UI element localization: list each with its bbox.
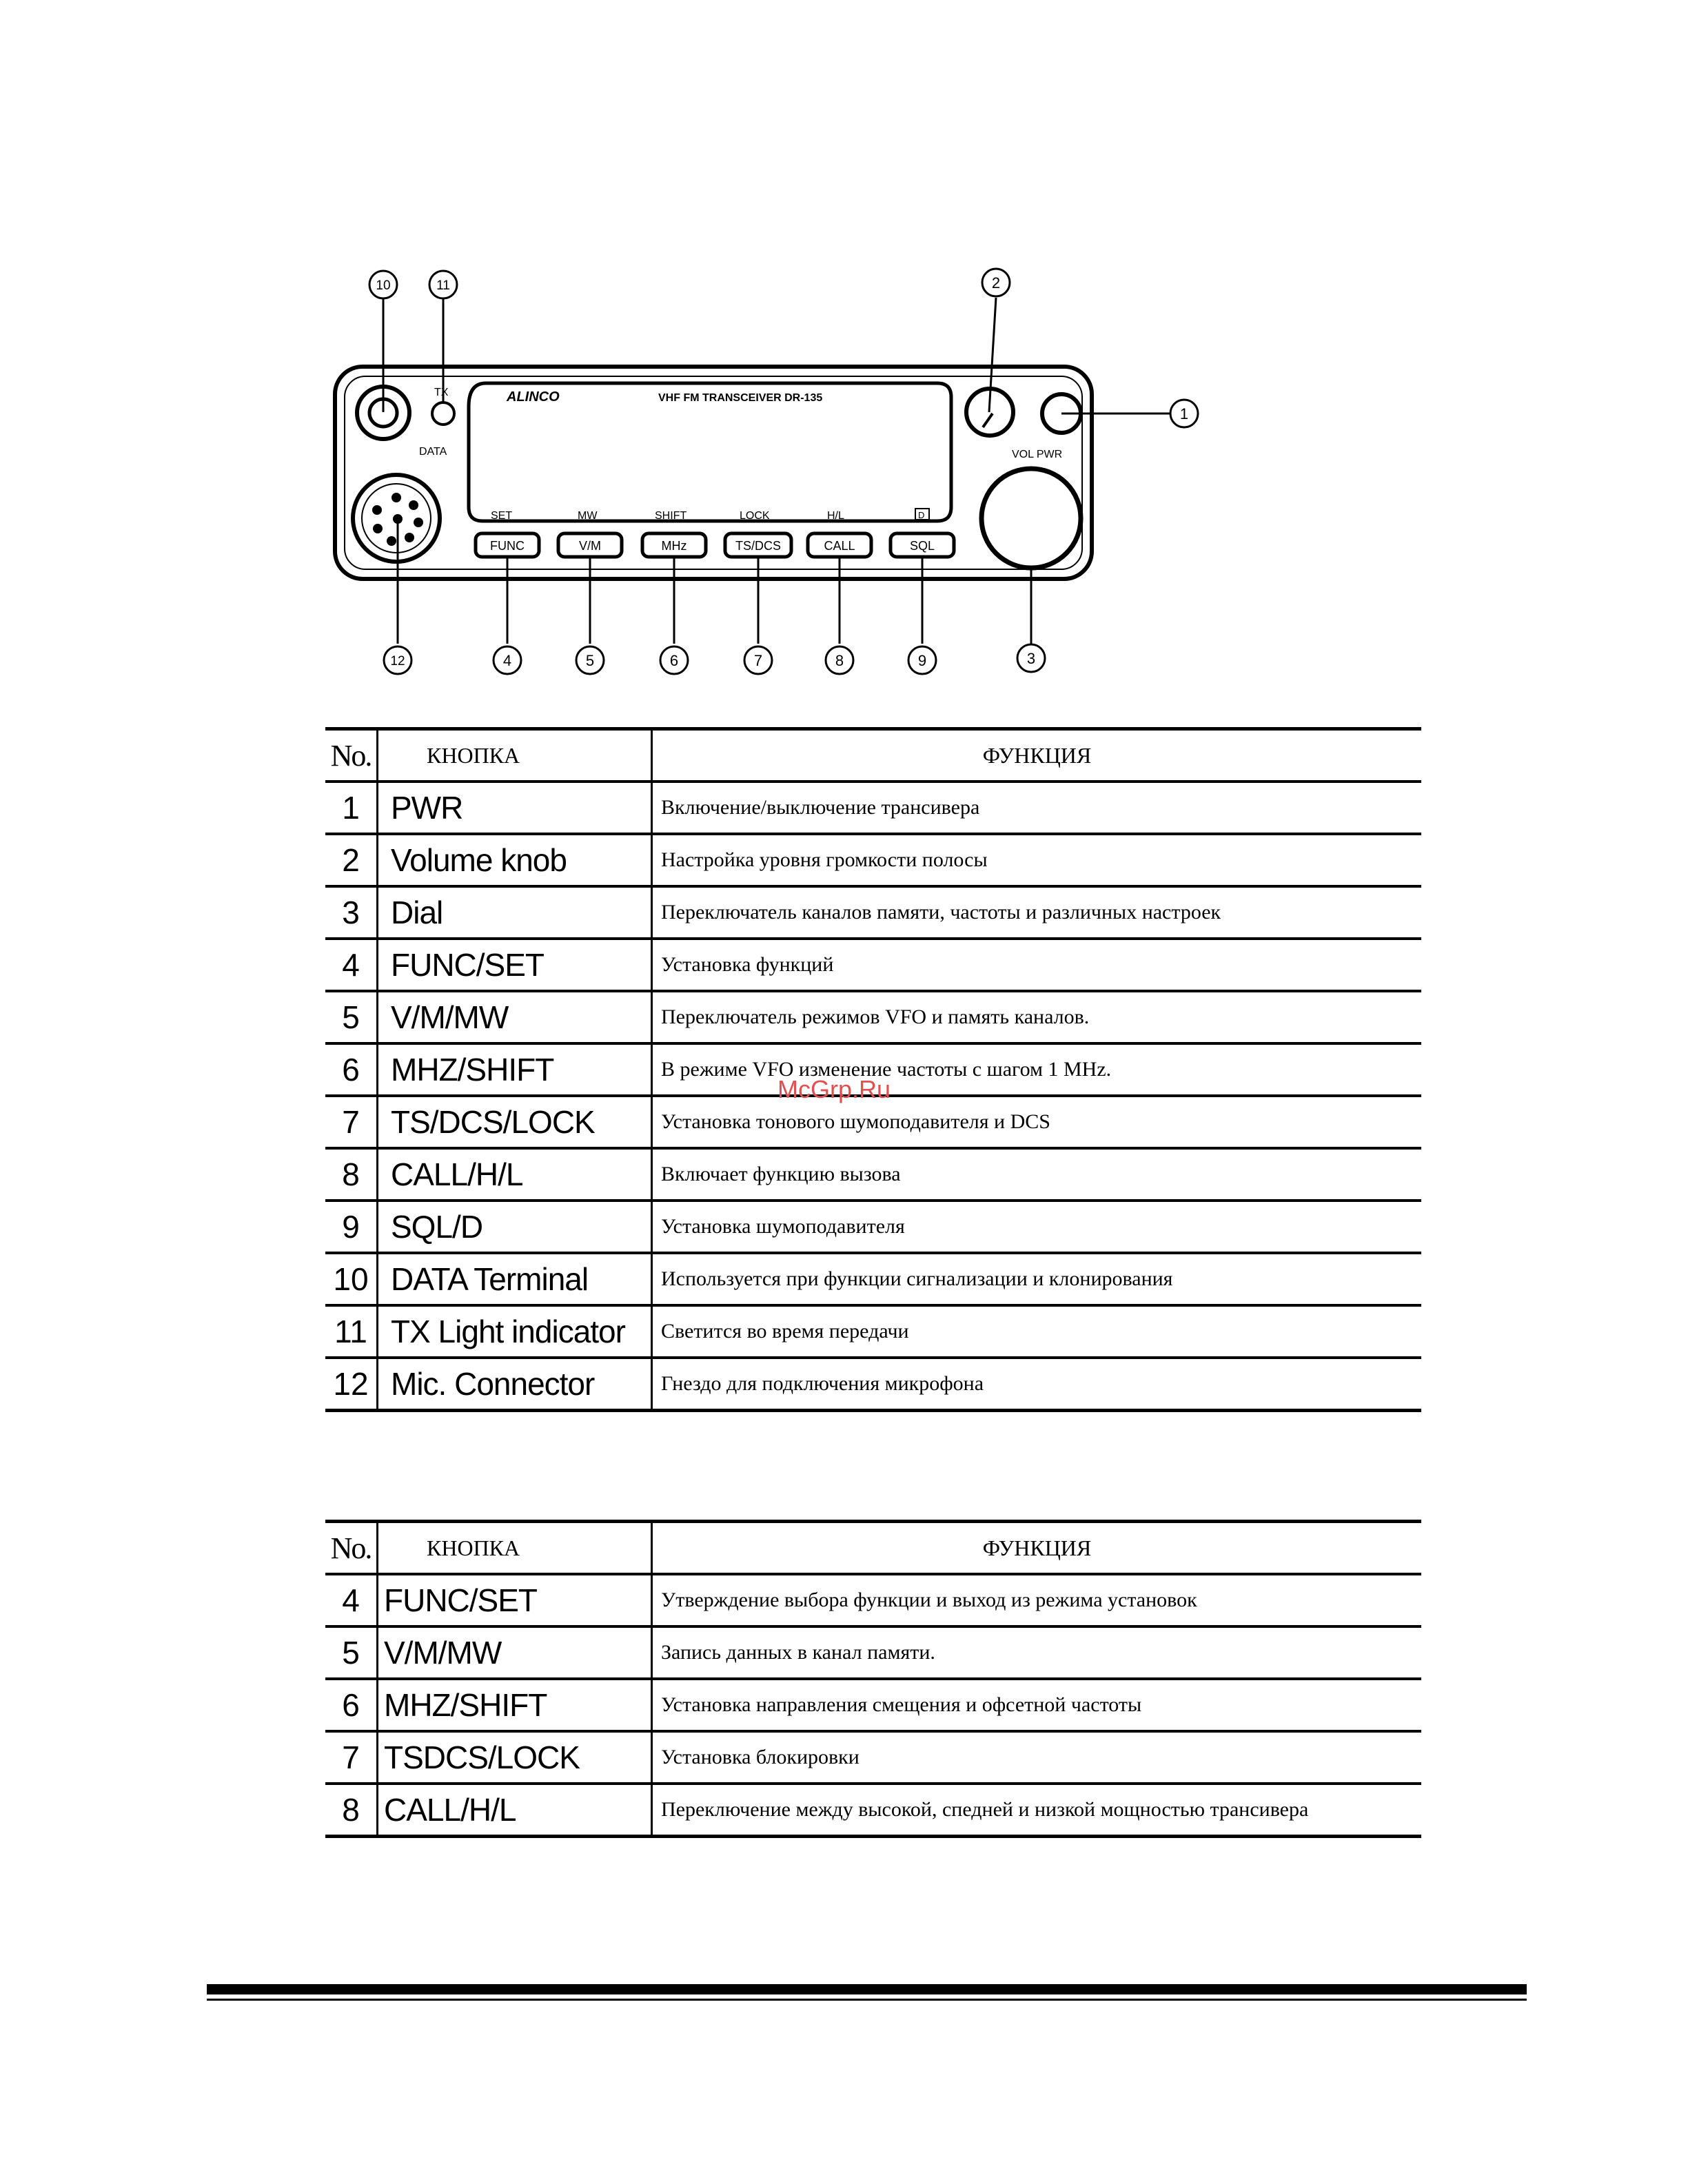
svg-text:TS/DCS: TS/DCS	[735, 539, 782, 553]
row-no: 5	[325, 991, 378, 1043]
header-function: ФУНКЦИЯ	[652, 729, 1422, 782]
row-function: Включает функцию вызова	[652, 1148, 1422, 1201]
header-no: No.	[325, 729, 378, 782]
row-button: PWR	[378, 782, 652, 834]
callout-8	[826, 646, 853, 674]
row-function: Переключение между высокой, спедней и низкой мощностью трансивера	[652, 1784, 1422, 1837]
button-top-label-1: SET	[491, 510, 513, 522]
table-row	[325, 991, 1421, 1043]
svg-text:CALL: CALL	[824, 539, 855, 553]
svg-text:6: 6	[669, 652, 679, 669]
row-no: 5	[325, 1626, 378, 1679]
button-top-label-5: H/L	[827, 510, 844, 522]
model-text: VHF FM TRANSCEIVER DR-135	[658, 392, 823, 404]
svg-text:1: 1	[1179, 405, 1189, 422]
row-function: Включение/выключение трансивера	[652, 782, 1422, 834]
table-header-row	[325, 729, 1421, 782]
row-button: FUNC/SET	[378, 1574, 652, 1626]
svg-text:FUNC: FUNC	[490, 539, 525, 553]
row-function: Утверждение выбора функции и выход из режима установок	[652, 1574, 1422, 1626]
row-button: MHZ/SHIFT	[378, 1043, 652, 1096]
svg-text:7: 7	[753, 652, 763, 669]
front-buttons	[476, 533, 954, 557]
table-row	[325, 1574, 1421, 1626]
svg-text:8: 8	[835, 652, 844, 669]
row-function: Светится во время передачи	[652, 1305, 1422, 1358]
table-row	[325, 1253, 1421, 1305]
row-no: 2	[325, 834, 378, 886]
svg-text:11: 11	[436, 278, 450, 293]
row-function: Переключатель режимов VFO и память каналов.	[652, 991, 1422, 1043]
brand-logo: ALINCO	[507, 389, 560, 405]
row-button: Dial	[378, 886, 652, 939]
volume-knob-marker	[983, 414, 993, 427]
row-function: Гнездо для подключения микрофона	[652, 1358, 1422, 1411]
svg-text:9: 9	[917, 652, 927, 669]
row-button: CALL/H/L	[378, 1148, 652, 1201]
data-label: DATA	[419, 446, 447, 458]
callout-leader-lines	[383, 298, 1170, 644]
row-button: CALL/H/L	[378, 1784, 652, 1837]
bottom-rule-thin	[207, 1999, 1527, 2001]
svg-text:4: 4	[502, 652, 512, 669]
button-top-label-4: LOCK	[740, 510, 770, 522]
table-row	[325, 886, 1421, 939]
row-no: 6	[325, 1043, 378, 1096]
table-header-row	[325, 1522, 1421, 1575]
button-top-label-2: MW	[578, 510, 598, 522]
row-button: TS/DCS/LOCK	[378, 1096, 652, 1148]
table-row	[325, 1305, 1421, 1358]
table-row	[325, 939, 1421, 991]
row-button: MHZ/SHIFT	[378, 1679, 652, 1731]
row-function: Установка тонового шумоподавителя и DCS	[652, 1096, 1422, 1148]
row-function: В режиме VFO изменение частоты с шагом 1 MHz.	[652, 1043, 1422, 1096]
header-button: КНОПКА	[378, 729, 652, 782]
row-function: Используется при функции сигнализации и клонирования	[652, 1253, 1422, 1305]
svg-text:5: 5	[585, 652, 595, 669]
button-top-label-6: D	[918, 510, 925, 520]
row-no: 8	[325, 1784, 378, 1837]
row-no: 4	[325, 939, 378, 991]
row-no: 3	[325, 886, 378, 939]
table-row	[325, 1358, 1421, 1411]
callout-10	[369, 271, 397, 298]
row-function: Установка блокировки	[652, 1731, 1422, 1784]
callout-3	[1017, 644, 1045, 672]
callout-1	[1170, 400, 1198, 427]
callout-11	[429, 271, 457, 298]
row-function: Запись данных в канал памяти.	[652, 1626, 1422, 1679]
callouts	[369, 269, 1198, 674]
button-top-label-3: SHIFT	[655, 510, 687, 522]
svg-text:V/M: V/M	[578, 539, 602, 553]
watermark: McGrp.Ru	[777, 1075, 891, 1103]
row-button: TX Light indicator	[378, 1305, 652, 1358]
row-button: TSDCS/LOCK	[378, 1731, 652, 1784]
set-mode-function-table	[325, 1520, 1421, 1838]
callout-5	[576, 646, 604, 674]
row-function: Настройка уровня громкости полосы	[652, 834, 1422, 886]
row-no: 6	[325, 1679, 378, 1731]
table-row	[325, 1626, 1421, 1679]
svg-text:3: 3	[1026, 650, 1036, 667]
row-function: Установка функций	[652, 939, 1422, 991]
svg-text:10: 10	[376, 278, 391, 293]
panel-inner-outline	[345, 376, 1082, 569]
row-no: 10	[325, 1253, 378, 1305]
table-row	[325, 1148, 1421, 1201]
header-no: No.	[325, 1522, 378, 1575]
row-button: DATA Terminal	[378, 1253, 652, 1305]
row-function: Переключатель каналов памяти, частоты и различных настроек	[652, 886, 1422, 939]
callout-6	[660, 646, 688, 674]
header-function: ФУНКЦИЯ	[652, 1522, 1422, 1575]
table-row	[325, 782, 1421, 834]
row-no: 7	[325, 1731, 378, 1784]
callout-9	[908, 646, 936, 674]
row-button: SQL/D	[378, 1201, 652, 1253]
table-row	[325, 834, 1421, 886]
row-function: Установка направления смещения и офсетной частоты	[652, 1679, 1422, 1731]
row-no: 11	[325, 1305, 378, 1358]
table-row	[325, 1784, 1421, 1837]
callout-2	[982, 269, 1010, 296]
row-button: V/M/MW	[378, 1626, 652, 1679]
row-button: V/M/MW	[378, 991, 652, 1043]
tx-label: TX	[434, 387, 449, 398]
tx-light-indicator	[432, 402, 454, 425]
row-no: 4	[325, 1574, 378, 1626]
header-button: КНОПКА	[378, 1522, 652, 1575]
row-button: Volume knob	[378, 834, 652, 886]
callout-12	[384, 646, 411, 674]
svg-text:MHz: MHz	[661, 539, 687, 553]
transceiver-front-panel-diagram	[0, 0, 1688, 689]
svg-text:2: 2	[991, 274, 1001, 292]
row-no: 7	[325, 1096, 378, 1148]
row-function: Установка шумоподавителя	[652, 1201, 1422, 1253]
callout-7	[744, 646, 772, 674]
table-row	[325, 1731, 1421, 1784]
main-dial	[982, 469, 1081, 568]
svg-text:12: 12	[390, 654, 405, 669]
row-no: 1	[325, 782, 378, 834]
row-no: 8	[325, 1148, 378, 1201]
row-button: FUNC/SET	[378, 939, 652, 991]
svg-text:SQL: SQL	[909, 539, 935, 553]
table-row	[325, 1679, 1421, 1731]
row-no: 9	[325, 1201, 378, 1253]
bottom-rule-thick	[207, 1984, 1527, 1994]
button-function-table	[325, 727, 1421, 1412]
callout-4	[494, 646, 521, 674]
vol-pwr-label: VOL PWR	[1012, 449, 1063, 460]
row-no: 12	[325, 1358, 378, 1411]
row-button: Mic. Connector	[378, 1358, 652, 1411]
table-row	[325, 1201, 1421, 1253]
